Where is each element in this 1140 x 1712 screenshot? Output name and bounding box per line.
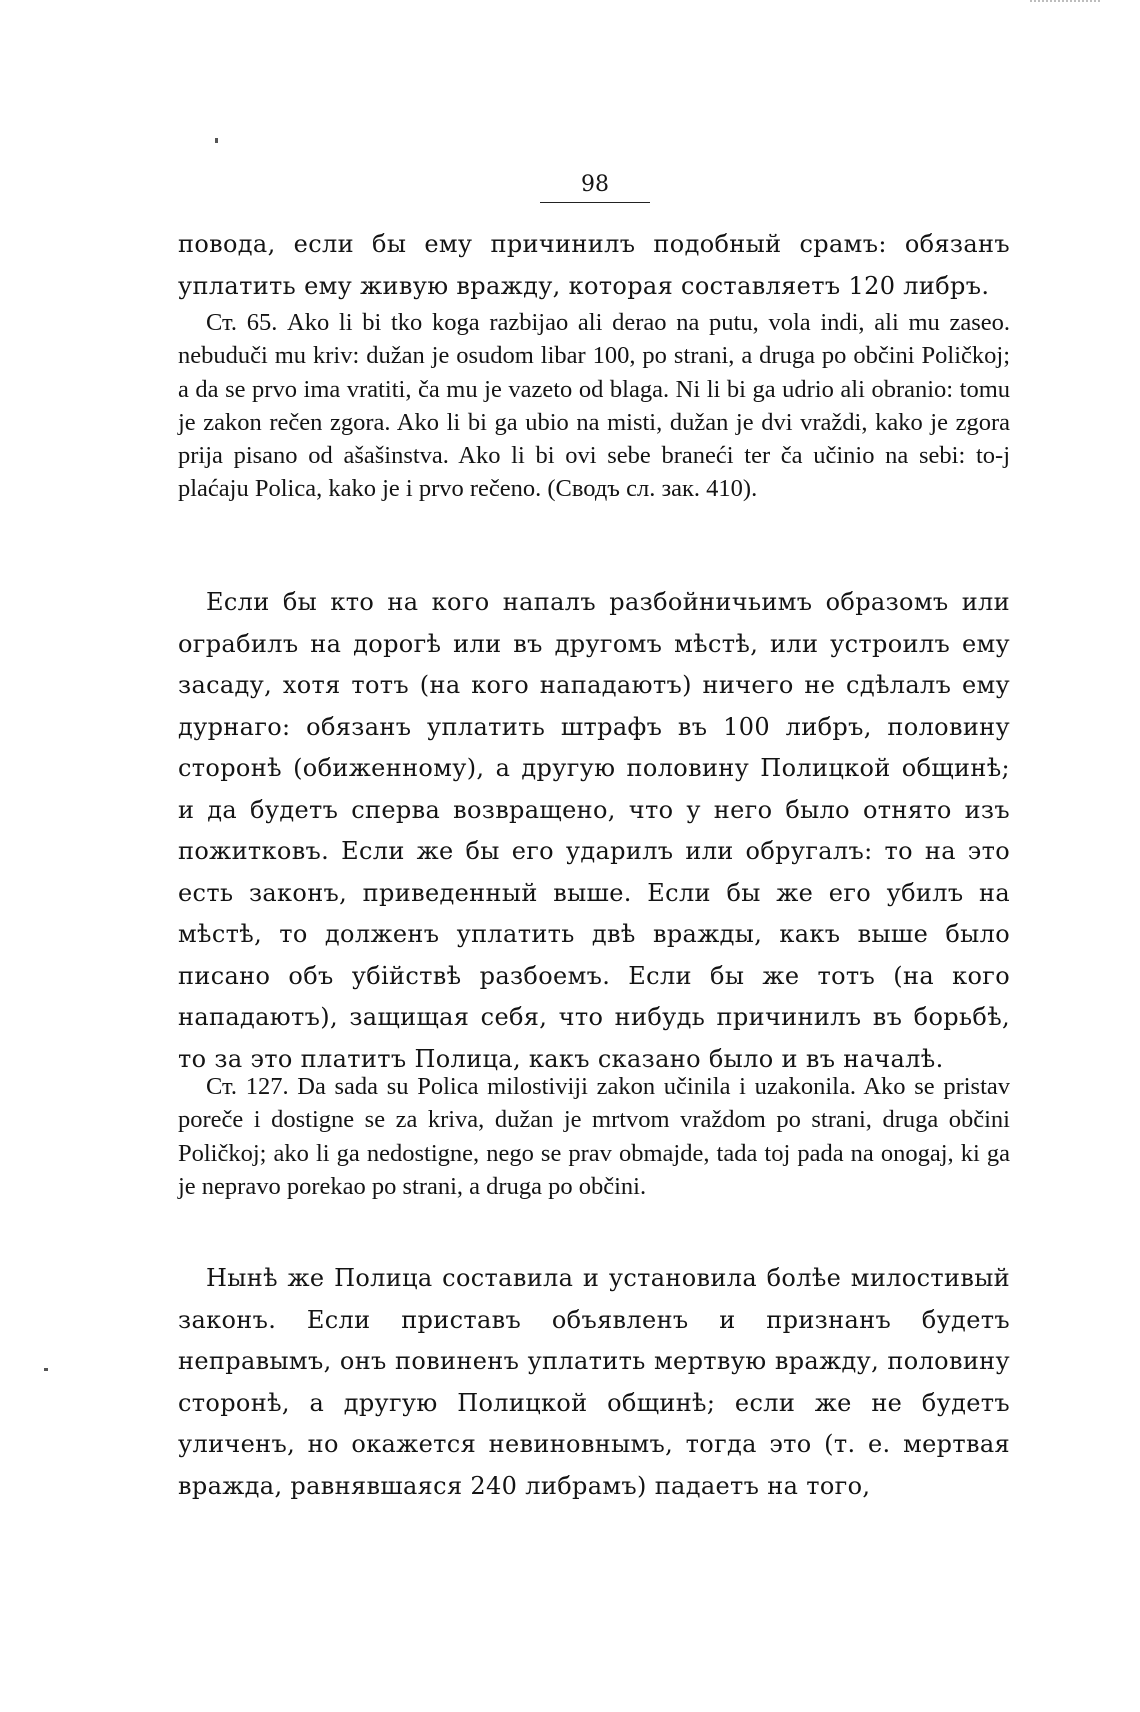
- paragraph-text: Ст. 65. Ako li bi tko koga razbijao ali derao na putu, vola indi, ali mu zaseo. nebuduči mu kriv: dužan je osudom libar 100, po strani, a druga po občini Poličkoj; a da se prvo ima vratiti, ča mu je vazeto od blaga. Ni li bi ga udrio ali obranio: tomu je zakon rečen zgora. Ako li bi ga ubio na misti, dužan je dvi vraždi, kako je zgora prija pisano od ašašinstva. Ako li bi ovi sebe braneći ter ča učinio na sebi: to-j plaćaju Polica, kako je i prvo rečeno. (Сводъ сл. зак. 410).: [178, 309, 1010, 503]
- text-paragraph-ru-translation-127: [178, 1258, 1010, 1507]
- paragraph-text: Нынѣ же Полица составила и установила болѣе милостивый законъ. Если приставъ объявленъ и признанъ будетъ неправымъ, онъ повиненъ уплатить мертвую вражду, половину сторонѣ, а другую Полицкой общинѣ; если же не будетъ уличенъ, но окажется невиновнымъ, тогда это (т. е. мертвая вражда, равнявшаяся 240 либрамъ) падаетъ на того,: [178, 1264, 1010, 1500]
- page-number: 98: [540, 170, 650, 203]
- ink-speck: [215, 138, 218, 143]
- paragraph-text: Если бы кто на кого напалъ разбойничьимъ образомъ или ограбилъ на дорогѣ или въ другомъ мѣстѣ, или устроилъ ему засаду, хотя тотъ (на кого нападаютъ) ничего не сдѣлалъ ему дурнаго: обязанъ уплатить штрафъ въ 100 либръ, половину сторонѣ (обиженному), а другую половину Полицкой общинѣ; и да будетъ сперва возвращено, что у него было отнято изъ пожитковъ. Если же бы его ударилъ или обругалъ: то на это есть законъ, приведенный выше. Если бы же его убилъ на мѣстѣ, то долженъ уплатить двѣ вражды, какъ выше было писано объ убійствѣ разбоемъ. Если бы же тотъ (на кого нападаютъ), защищая себя, что нибудь причинилъ въ борьбѣ, то за это платитъ Полица, какъ сказано было и въ началѣ.: [178, 588, 1010, 1073]
- text-paragraph-hr-article-65: [178, 306, 1010, 506]
- paragraph-text: Ст. 127. Da sada su Polica milostiviji zakon učinila i uzakonila. Ako se pristav poreče i dostigne se za kriva, dužan je mrtvom vraždom po strani, druga občini Poličkoj; ako li ga nedostigne, nego se prav obmajde, tada toj pada na onogaj, ki ga je nepravo porekao po strani, a druga po občini.: [178, 1073, 1010, 1200]
- paragraph-text: повода, если бы ему причинилъ подобный срамъ: обязанъ уплатить ему живую вражду, которая составляетъ 120 либръ.: [178, 230, 1010, 300]
- text-paragraph-hr-article-127: [178, 1070, 1010, 1203]
- ink-speck: [44, 1368, 48, 1371]
- page-corner-mark: [1030, 0, 1100, 6]
- text-paragraph-ru-continuation: [178, 224, 1010, 307]
- text-paragraph-ru-translation-65: [178, 582, 1010, 1080]
